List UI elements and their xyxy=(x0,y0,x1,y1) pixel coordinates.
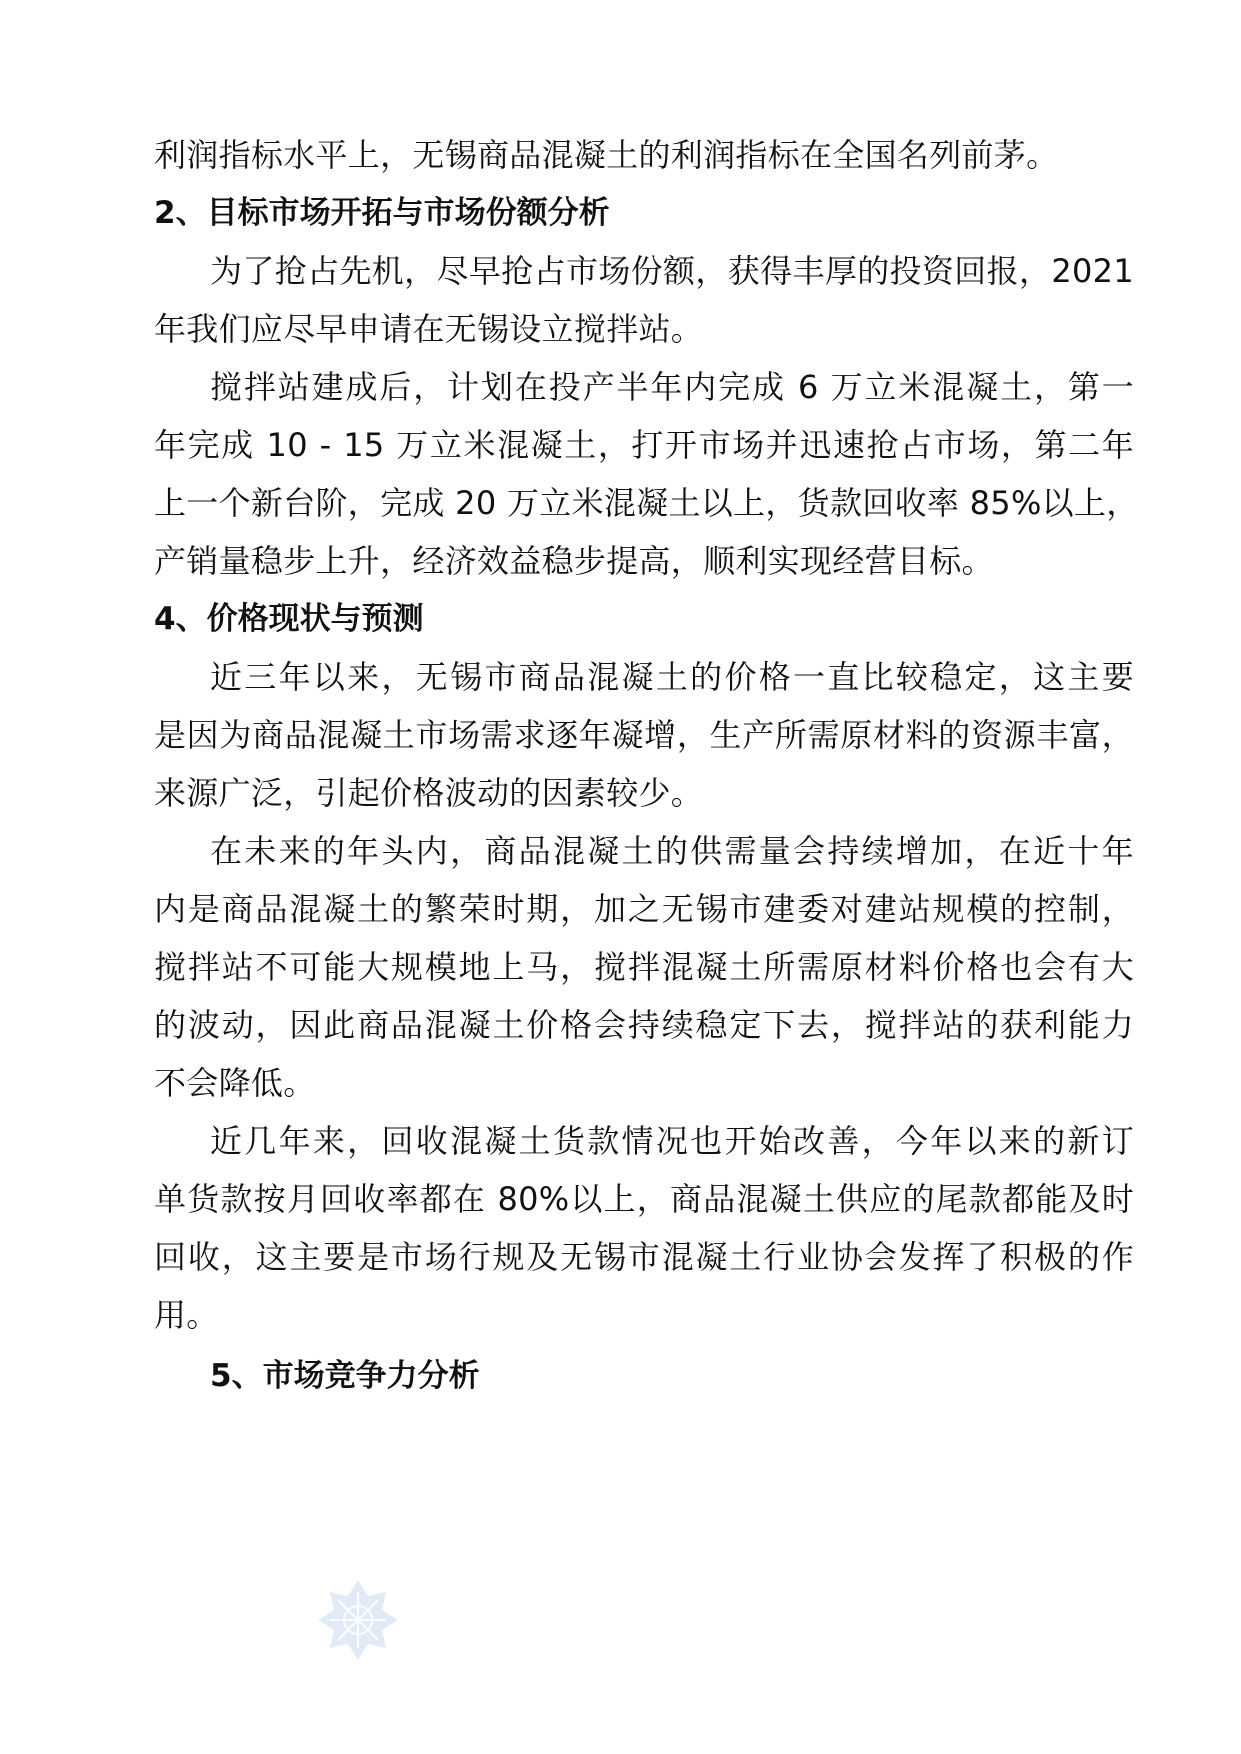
paragraph-line: 上一个新台阶，完成 20 万立米混凝土以上，货款回收率 85%以上， xyxy=(154,484,1139,522)
paragraph-line: 年完成 10 - 15 万立米混凝土，打开市场并迅速抢占市场，第二年 xyxy=(154,426,1134,464)
paragraph-line: 在未来的年头内，商品混凝土的供需量会持续增加，在近十年 xyxy=(210,832,1134,870)
paragraph-line: 用。 xyxy=(154,1296,219,1334)
section-heading-price: 4、价格现状与预测 xyxy=(154,601,424,637)
paragraph-line: 不会降低。 xyxy=(154,1064,316,1102)
paragraph-line: 利润指标水平上，无锡商品混凝土的利润指标在全国名列前茅。 xyxy=(154,136,1059,174)
paragraph-line: 为了抢占先机，尽早抢占市场份额，获得丰厚的投资回报，2021 xyxy=(210,252,1134,290)
paragraph-line: 的波动，因此商品混凝土价格会持续稳定下去，搅拌站的获利能力 xyxy=(154,1006,1134,1044)
paragraph-line: 近几年来，回收混凝土货款情况也开始改善，今年以来的新订 xyxy=(210,1122,1134,1160)
paragraph-line: 单货款按月回收率都在 80%以上，商品混凝土供应的尾款都能及时 xyxy=(154,1180,1134,1218)
paragraph-line: 搅拌站不可能大规模地上马，搅拌混凝土所需原材料价格也会有大 xyxy=(154,948,1134,986)
section-heading-market-share: 2、目标市场开拓与市场份额分析 xyxy=(154,195,610,231)
paragraph-line: 年我们应尽早申请在无锡设立搅拌站。 xyxy=(154,310,704,348)
paragraph-line: 搅拌站建成后，计划在投产半年内完成 6 万立米混凝土，第一 xyxy=(210,368,1134,406)
paragraph-line: 近三年以来，无锡市商品混凝土的价格一直比较稳定，这主要 xyxy=(210,658,1134,696)
paragraph-line: 是因为商品混凝土市场需求逐年凝增，生产所需原材料的资源丰富， xyxy=(154,716,1134,754)
paragraph-line: 产销量稳步上升，经济效益稳步提高，顺利实现经营目标。 xyxy=(154,542,994,580)
paragraph-line: 来源广泛，引起价格波动的因素较少。 xyxy=(154,774,704,812)
paragraph-line: 回收，这主要是市场行规及无锡市混凝土行业协会发挥了积极的作 xyxy=(154,1238,1134,1276)
snowflake-watermark-icon xyxy=(316,1578,400,1662)
paragraph-line: 内是商品混凝土的繁荣时期，加之无锡市建委对建站规模的控制， xyxy=(154,890,1134,928)
section-heading-competitiveness: 5、市场竞争力分析 xyxy=(210,1358,480,1394)
